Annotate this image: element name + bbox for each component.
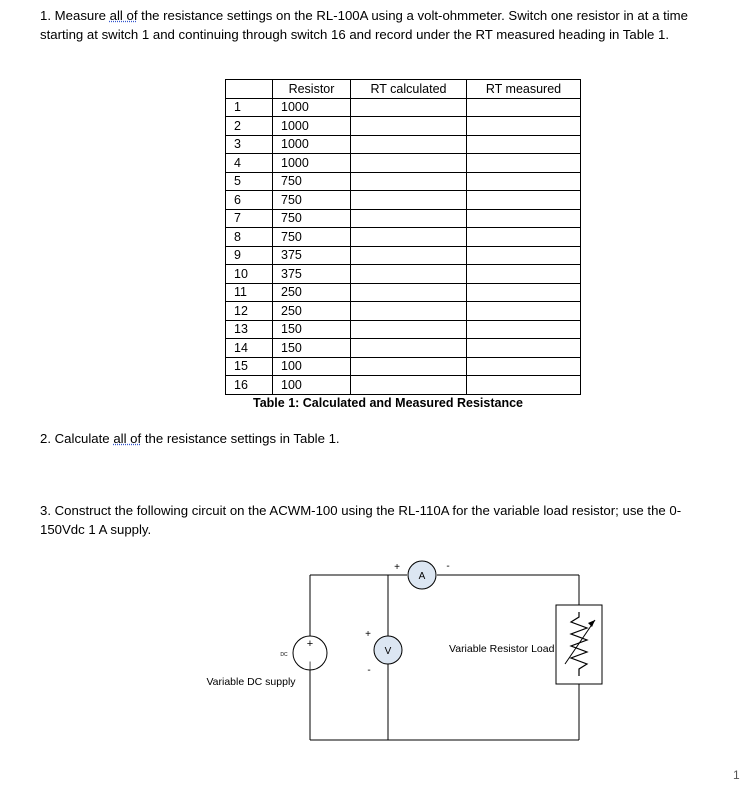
- row-index: 13: [226, 320, 273, 339]
- row-resistor: 375: [273, 246, 351, 265]
- ammeter-label: A: [418, 571, 426, 582]
- row-index: 1: [226, 98, 273, 117]
- dc-source-minus: |: [308, 660, 312, 670]
- row-resistor: 750: [273, 172, 351, 191]
- step2-pre: 2. Calculate: [40, 431, 114, 446]
- dc-source: [206, 636, 327, 688]
- row-index: 5: [226, 172, 273, 191]
- row-resistor: 150: [273, 339, 351, 358]
- step2-underlined: all of: [113, 431, 142, 446]
- load-label: Variable Resistor Load: [449, 643, 555, 655]
- row-resistor: 750: [273, 209, 351, 228]
- header-resistor: Resistor: [273, 80, 351, 99]
- row-resistor: 750: [273, 228, 351, 247]
- row-resistor: 100: [273, 357, 351, 376]
- dc-source-dc-label: DC: [280, 652, 288, 658]
- row-resistor: 750: [273, 191, 351, 210]
- step2-post: the resistance settings in Table 1.: [141, 431, 340, 446]
- dc-source-plus: +: [306, 638, 314, 650]
- row-resistor: 100: [273, 376, 351, 395]
- step1-post: the resistance settings on the RL-100A using a volt-ohmmeter. Switch one resistor in at a time starting at switch 1 and continuing through switch 16 and record under the RT measured heading in Table 1.: [40, 8, 688, 42]
- ammeter-plus: +: [394, 562, 400, 573]
- row-index: 6: [226, 191, 273, 210]
- row-index: 11: [226, 283, 273, 302]
- row-resistor: 250: [273, 302, 351, 321]
- row-resistor: 1000: [273, 154, 351, 173]
- row-index: 16: [226, 376, 273, 395]
- row-resistor: 250: [273, 283, 351, 302]
- dc-source-label: Variable DC supply: [206, 676, 296, 688]
- row-resistor: 1000: [273, 98, 351, 117]
- row-index: 4: [226, 154, 273, 173]
- row-resistor: 375: [273, 265, 351, 284]
- voltmeter-label: V: [384, 646, 392, 657]
- voltmeter-plus: +: [365, 629, 371, 640]
- row-index: 10: [226, 265, 273, 284]
- step1-pre: 1. Measure: [40, 8, 110, 23]
- step3-text: 3. Construct the following circuit on the ACWM-100 using the RL-110A for the variable load resistor; use the 0-150Vdc 1 A supply.: [40, 503, 682, 537]
- row-index: 9: [226, 246, 273, 265]
- row-index: 7: [226, 209, 273, 228]
- row-index: 8: [226, 228, 273, 247]
- row-index: 3: [226, 135, 273, 154]
- circuit-wires: [310, 575, 579, 740]
- row-resistor: 1000: [273, 117, 351, 136]
- row-index: 14: [226, 339, 273, 358]
- header-rt-calculated: RT calculated: [351, 80, 467, 99]
- row-index: 12: [226, 302, 273, 321]
- voltmeter-minus: -: [367, 665, 371, 676]
- header-rt-measured: RT measured: [467, 80, 581, 99]
- row-resistor: 150: [273, 320, 351, 339]
- row-index: 2: [226, 117, 273, 136]
- table-caption: Table 1: Calculated and Measured Resistance: [253, 396, 524, 410]
- page-number: 1: [733, 768, 740, 782]
- row-index: 15: [226, 357, 273, 376]
- variable-resistor-load: [449, 605, 602, 684]
- ammeter-minus: -: [446, 561, 450, 572]
- row-resistor: 1000: [273, 135, 351, 154]
- voltmeter: [365, 629, 402, 676]
- step1-underlined: all of: [109, 8, 138, 23]
